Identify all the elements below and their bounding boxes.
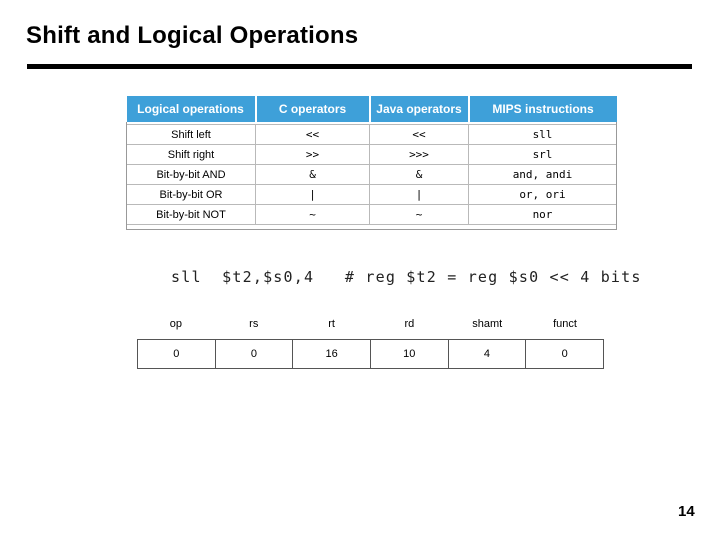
c-operator: << bbox=[256, 125, 370, 145]
c-operator: >> bbox=[256, 145, 370, 165]
java-operator: << bbox=[370, 125, 469, 145]
format-values-row bbox=[138, 340, 604, 369]
field-value-funct: 0 bbox=[526, 340, 604, 369]
operation-name: Bit-by-bit NOT bbox=[127, 205, 256, 225]
java-operator: | bbox=[370, 185, 469, 205]
table-row bbox=[127, 185, 617, 205]
table-row bbox=[127, 205, 617, 225]
operation-name: Bit-by-bit AND bbox=[127, 165, 256, 185]
field-value-op: 0 bbox=[138, 340, 216, 369]
instruction-format-table bbox=[137, 339, 604, 369]
header-c-operators: C operators bbox=[256, 96, 370, 122]
operation-name: Bit-by-bit OR bbox=[127, 185, 256, 205]
c-operator: | bbox=[256, 185, 370, 205]
mips-instruction: srl bbox=[469, 145, 617, 165]
field-value-shamt: 4 bbox=[448, 340, 526, 369]
assembly-example: sll $t2,$s0,4 # reg $t2 = reg $s0 << 4 bits bbox=[171, 268, 642, 286]
operation-name: Shift left bbox=[127, 125, 256, 145]
field-label-rd: rd bbox=[404, 318, 415, 330]
field-label-rt: rt bbox=[328, 318, 335, 330]
mips-instruction: sll bbox=[469, 125, 617, 145]
slide-title: Shift and Logical Operations bbox=[26, 22, 359, 49]
field-label-funct: funct bbox=[553, 318, 577, 330]
table-header-row bbox=[127, 96, 617, 122]
c-operator: ~ bbox=[256, 205, 370, 225]
instruction-format-labels bbox=[137, 318, 604, 330]
mips-instruction: and, andi bbox=[469, 165, 617, 185]
field-label-rs: rs bbox=[249, 318, 259, 330]
table-row bbox=[127, 125, 617, 145]
field-value-rd: 10 bbox=[370, 340, 448, 369]
field-value-rs: 0 bbox=[215, 340, 293, 369]
title-underline bbox=[27, 64, 692, 69]
c-operator: & bbox=[256, 165, 370, 185]
logical-operations-table bbox=[126, 96, 617, 225]
mips-instruction: or, ori bbox=[469, 185, 617, 205]
header-logical-operations: Logical operations bbox=[127, 96, 256, 122]
java-operator: >>> bbox=[370, 145, 469, 165]
page-number: 14 bbox=[678, 503, 695, 520]
operation-name: Shift right bbox=[127, 145, 256, 165]
field-label-op: op bbox=[169, 318, 183, 330]
java-operator: ~ bbox=[370, 205, 469, 225]
field-label-shamt: shamt bbox=[472, 318, 503, 330]
field-value-rt: 16 bbox=[293, 340, 371, 369]
table-row bbox=[127, 165, 617, 185]
header-java-operators: Java operators bbox=[370, 96, 469, 122]
mips-instruction: nor bbox=[469, 205, 617, 225]
java-operator: & bbox=[370, 165, 469, 185]
header-mips-instructions: MIPS instructions bbox=[469, 96, 617, 122]
table-row bbox=[127, 145, 617, 165]
